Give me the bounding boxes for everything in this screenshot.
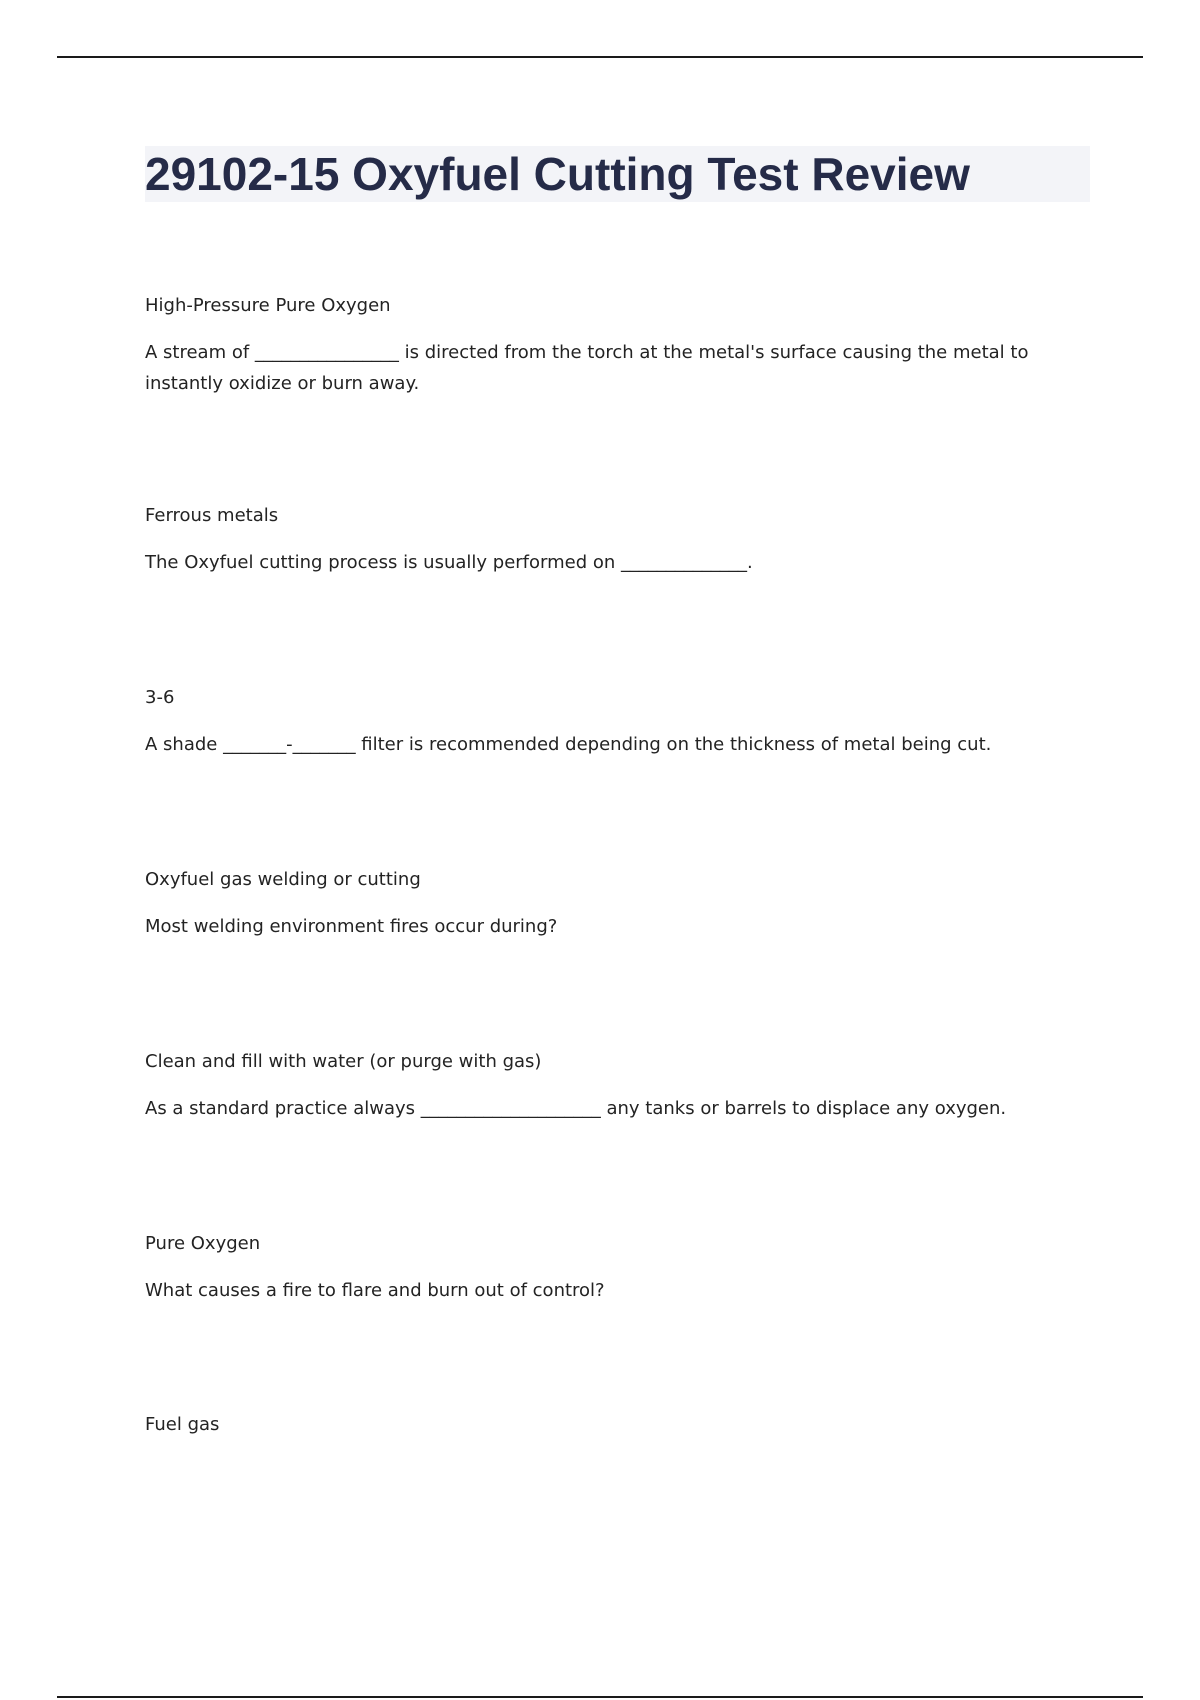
answer-term: 3-6 [145,687,175,708]
answer-term: Ferrous metals [145,505,279,526]
question-text: Most welding environment fires occur during? [145,916,558,937]
answer-term: Clean and fill with water (or purge with gas) [145,1051,542,1072]
top-divider [57,56,1143,58]
document-title: 29102-15 Oxyfuel Cutting Test Review [145,148,970,200]
answer-term: High-Pressure Pure Oxygen [145,295,391,316]
answer-term: Fuel gas [145,1414,220,1435]
question-text: What causes a fire to flare and burn out of control? [145,1280,605,1301]
answer-term: Oxyfuel gas welding or cutting [145,869,421,890]
question-text: The Oxyfuel cutting process is usually performed on ______________. [145,552,753,573]
answer-term: Pure Oxygen [145,1233,261,1254]
question-text: As a standard practice always ____________________ any tanks or barrels to displace any oxygen. [145,1098,1007,1119]
bottom-divider [57,1696,1143,1698]
question-text: A shade _______-_______ filter is recommended depending on the thickness of metal being cut. [145,734,992,755]
question-text: A stream of ________________ is directed from the torch at the metal's surface causing the metal to instantly oxidize or burn away. [145,342,1029,394]
